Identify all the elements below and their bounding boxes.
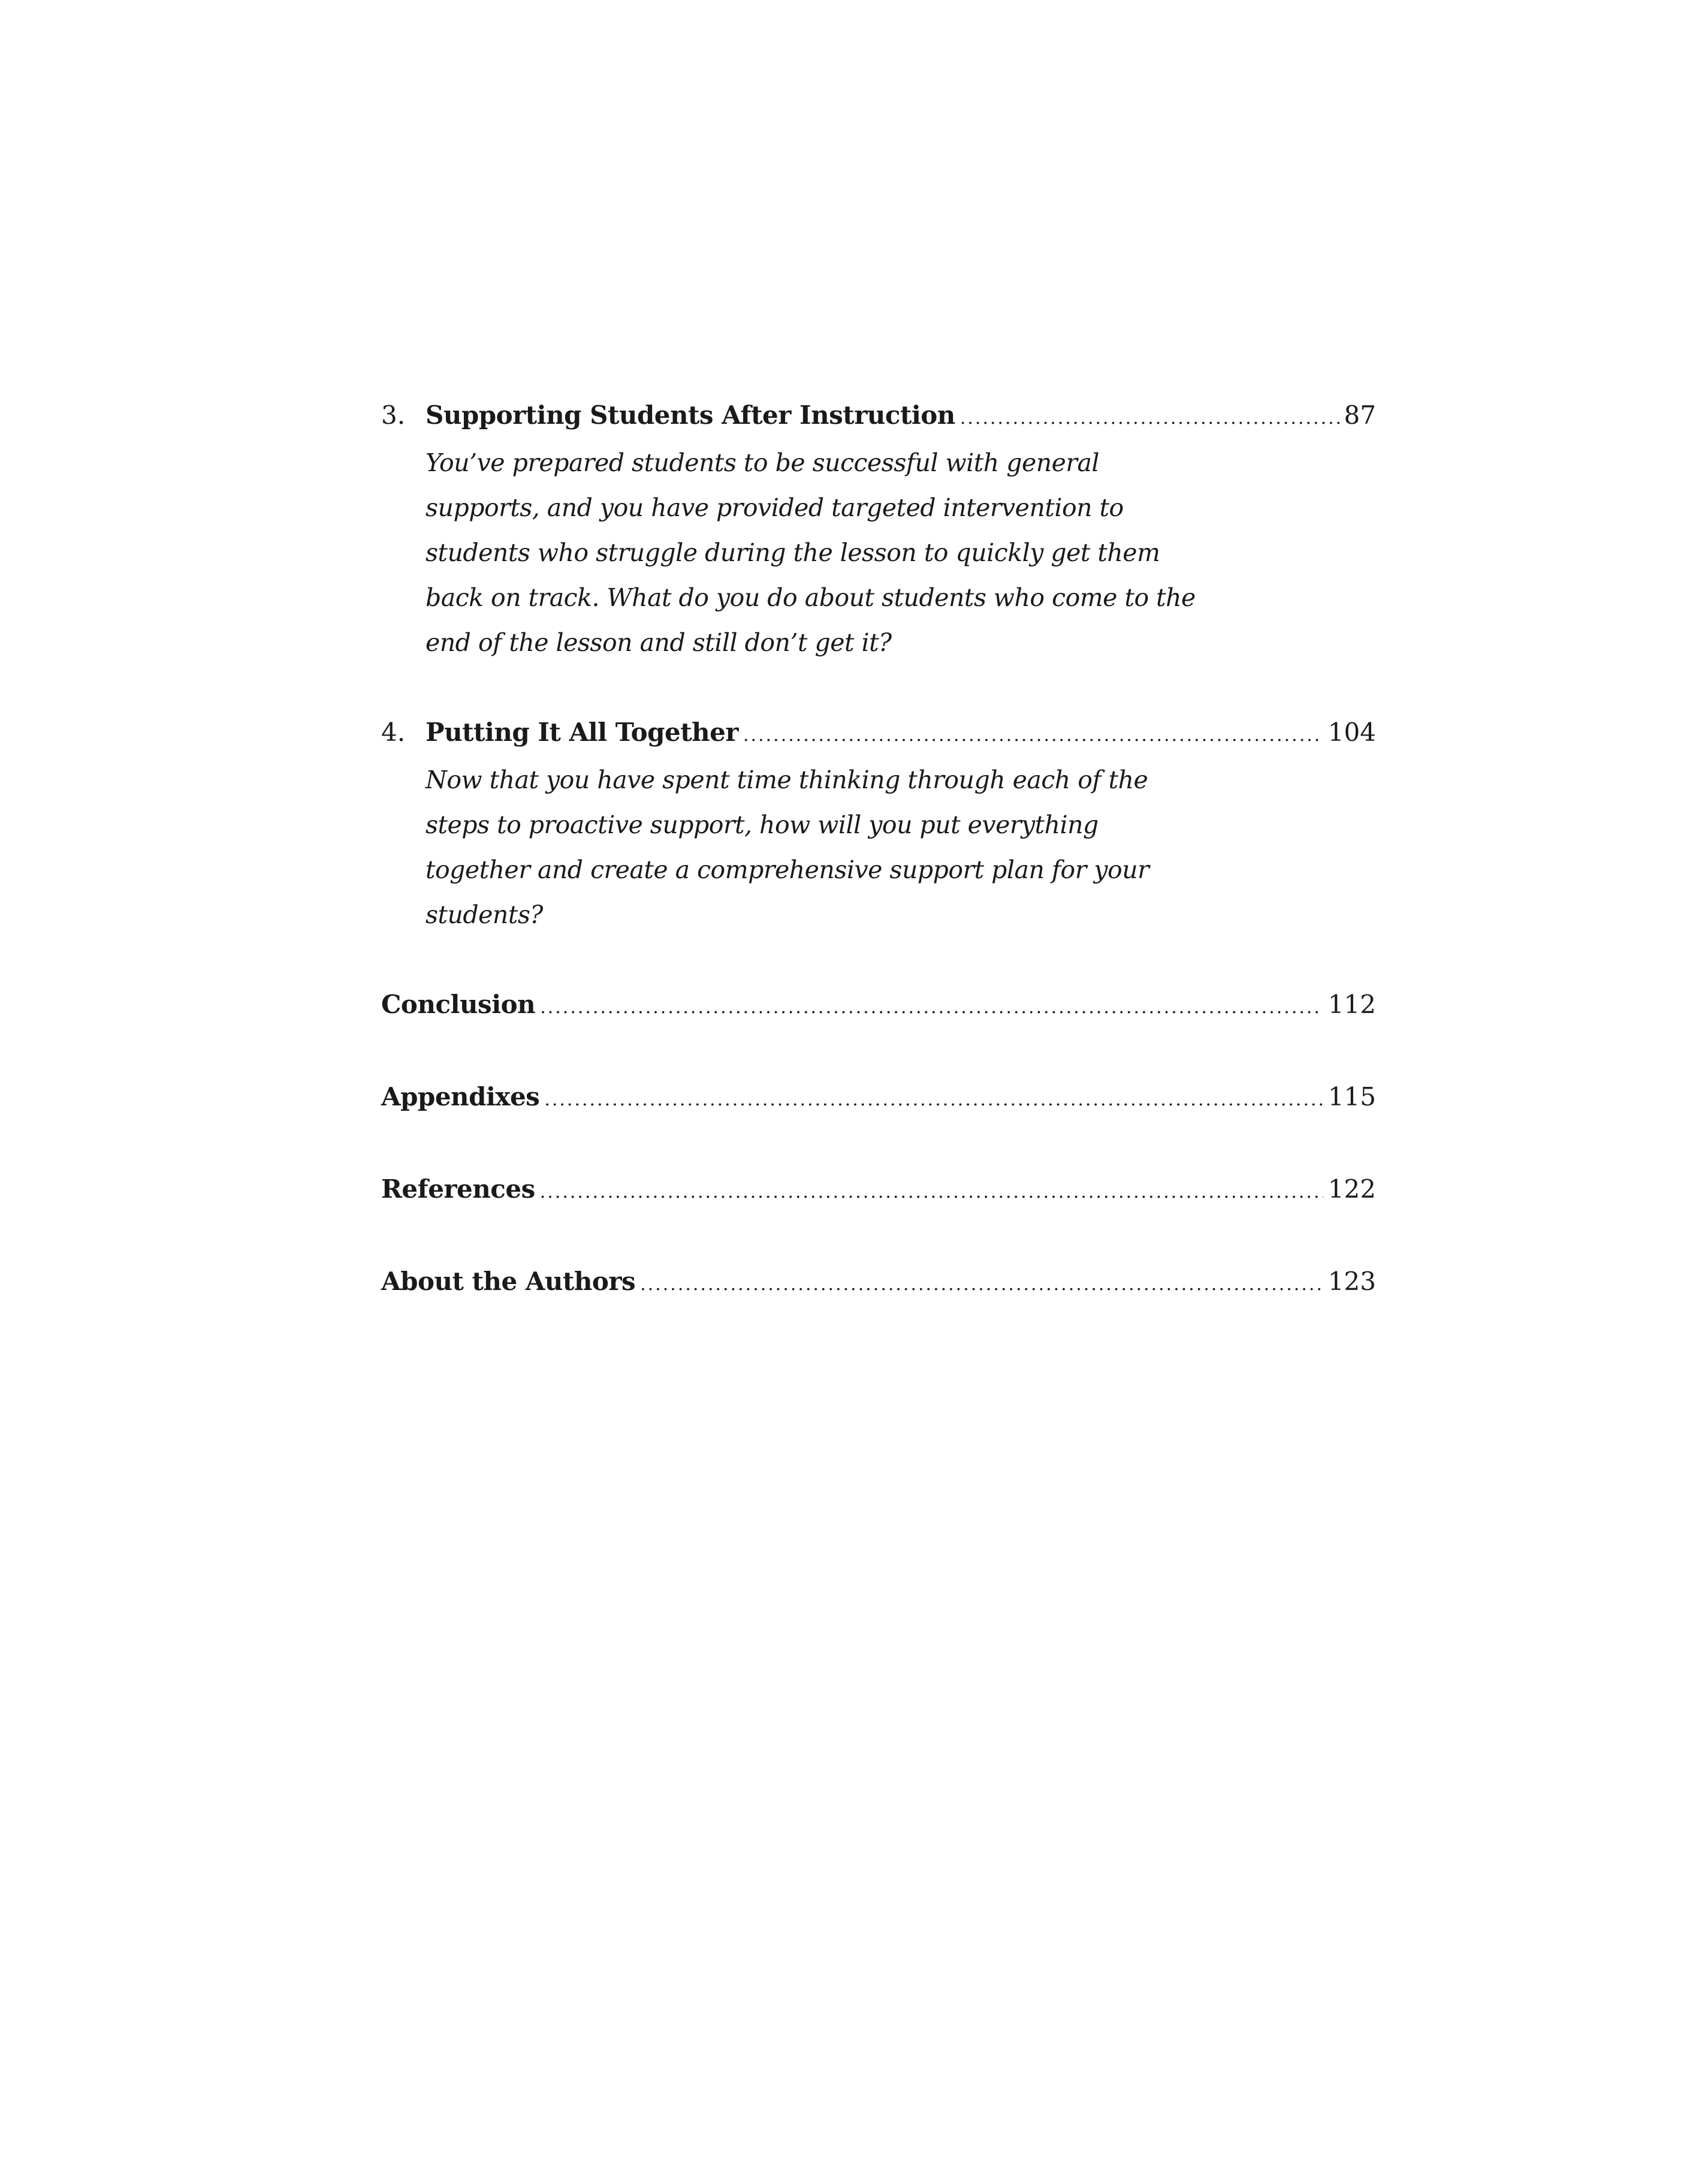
toc-entry-conclusion (381, 982, 1376, 1030)
dot-leader (743, 713, 1323, 758)
toc-entry-heading (381, 393, 1376, 441)
toc-entry-heading (381, 710, 1376, 758)
section-title[interactable]: References (381, 1174, 535, 1204)
page-number: 122 (1327, 1174, 1376, 1204)
page-number: 104 (1327, 718, 1376, 747)
page-number: 123 (1327, 1267, 1376, 1296)
dot-leader (544, 1077, 1323, 1122)
chapter-description: You’ve prepared students to be successful with general supports, and you have provided targeted intervention to students who struggle during the lesson to quickly get them back on track. What do you do about students who come to the end of the lesson and still don’t get it? (426, 448, 1196, 657)
toc-entry-chapter-3 (381, 393, 1376, 665)
dot-leader (640, 1262, 1323, 1307)
page-number: 87 (1344, 400, 1376, 430)
chapter-description: Now that you have spent time thinking through each of the steps to proactive support, how will you put everything together and create a comprehensive support plan for your students? (426, 765, 1149, 929)
table-of-contents (381, 393, 1376, 1351)
section-title[interactable]: About the Authors (381, 1267, 636, 1296)
chapter-title[interactable]: Putting It All Together (426, 718, 739, 747)
toc-entry-appendixes (381, 1074, 1376, 1122)
toc-entry-heading (381, 1259, 1376, 1307)
chapter-title[interactable]: Supporting Students After Instruction (426, 400, 955, 430)
toc-entry-about-the-authors (381, 1259, 1376, 1307)
toc-entry-heading (381, 982, 1376, 1030)
dot-leader (960, 396, 1339, 441)
toc-entry-heading (381, 1167, 1376, 1214)
toc-entry-references (381, 1167, 1376, 1214)
chapter-number: 3. (381, 400, 406, 430)
dot-leader (540, 1170, 1323, 1214)
page-number: 112 (1327, 990, 1376, 1019)
section-title[interactable]: Appendixes (381, 1082, 540, 1111)
chapter-number: 4. (381, 718, 406, 747)
toc-entry-heading (381, 1074, 1376, 1122)
page-number: 115 (1327, 1082, 1376, 1111)
section-title[interactable]: Conclusion (381, 990, 536, 1019)
dot-leader (540, 985, 1323, 1030)
toc-entry-chapter-4 (381, 710, 1376, 938)
